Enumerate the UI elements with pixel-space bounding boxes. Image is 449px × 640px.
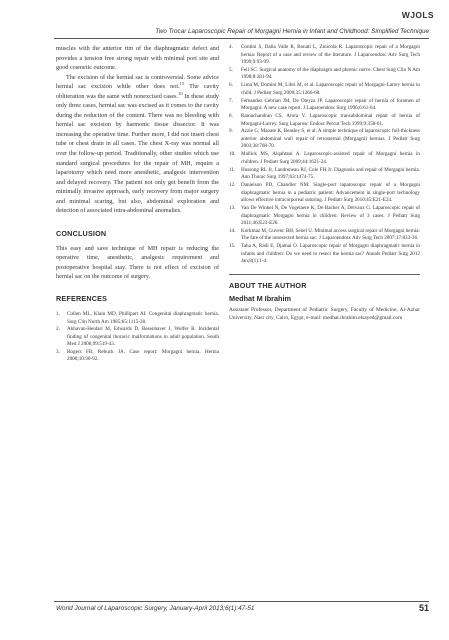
reference-text: Akhavan-Heidari M, Edwards D, Besenhaver J, Wolfer R. Incidental finding of congenital thoracic malformations in adult population. South Med J 2006;99:519-43. <box>67 326 219 348</box>
reference-list <box>56 311 219 364</box>
reference-item <box>229 113 420 128</box>
reference-number: 13. <box>229 205 236 212</box>
reference-number: 9. <box>229 128 233 135</box>
citation: 15 <box>179 81 185 87</box>
reference-number: 8. <box>229 113 233 120</box>
reference-number: 15. <box>229 243 236 250</box>
conclusion-heading: CONCLUSION <box>56 228 107 238</box>
reference-item <box>229 151 420 166</box>
reference-number: 1. <box>56 311 60 318</box>
reference-text: Hussong RL Jr, Landreneau RJ, Cole FH Jr. Diagnosis and repair of Morgagni hernia. Ann Thorac Surg 1997;63:1474-75. <box>241 166 420 181</box>
reference-text: Contini S, Dalla Valle R, Bonati L, Zinicola R. Laparoscopic repair of a Morgagni hernia: Report of a case and review of the literature. J Laparoendosc Adv Surg Tech 1999;9:93-99. <box>241 44 420 65</box>
reference-number: 2. <box>56 326 60 333</box>
reference-text: Danielson PD, Chandler NM. Single-port laparoscopic repair of a Morgagni diaphragmatic hernia in a pediatric patient: Advancement in single-port technology allows effective intracorporeal suturing. J Pediatr Surg 2010;45:E21-E24. <box>241 182 420 204</box>
reference-text: Fernandez Cebrian JM, De Oteyza JP. Laparoscopic repair of hernia of foramen of Morgagni: A new case report. J Laparoendosc Surg 1996;6:61-64. <box>241 97 420 112</box>
reference-item <box>229 205 420 228</box>
about-divider <box>229 274 420 275</box>
reference-item <box>229 82 420 97</box>
reference-item <box>229 182 420 205</box>
reference-number: 4. <box>229 44 233 50</box>
about-author-heading: ABOUT THE AUTHOR <box>229 280 307 290</box>
reference-number: 11. <box>229 166 236 173</box>
reference-text: Cullen ML, Klain MD, Phillipart AI. Congenital diaphragmatic hernia. Surg Clin North Am 1985;65:1115-38. <box>67 311 219 325</box>
body-text-segment: In these study only three cases, hernial sac was excised as it comes to the cavity during the reduction of the content. There was no bleeding with hernial sac excision by harmonic tissue dissector. It was increasing the operative time. Further more, I did not insert chest tube or chest drain in all cases. The chest X-ray was normal all over the follow-up period. Traditionally, other studies which use standard surgical procedures for the repair of MH, require a laparotomy which need more anesthetic, analgesic intervention and delayed recovery. The patient not only get benefit from the minimally invasive approach, early recovery from major surgery and minimal scaring, but also, abdominal exploration and detection of associated intra-abdominal anomalies. <box>56 92 220 215</box>
reference-number: 7. <box>229 97 233 104</box>
reference-text: Mallick MS, Alqahtani A. Laparoscopic-assisted repair of Morgagni hernia in children. J Pediatr Surg 2009;44:1621-24. <box>241 151 420 165</box>
reference-number: 3. <box>56 348 60 355</box>
reference-number: 5. <box>229 66 233 73</box>
reference-item <box>229 243 420 266</box>
reference-number: 10. <box>229 151 236 158</box>
reference-text: Lima M, Domini M, Libri M, et al. Laparoscopic repair of Morgagni-Larrey hernia in child. J Pediatr Surg 2000;35:1266-68. <box>241 82 420 96</box>
running-title: Two Trocar Laparoscopic Repair of Morgagni Hernia in Infant and Childhood: Simplified Technique <box>155 28 429 35</box>
reference-item <box>229 98 420 113</box>
reference-list <box>229 44 420 266</box>
reference-item <box>229 67 420 82</box>
reference-text: Korkmaz M, Guvenc BH, Senel U. Minimal access surgical repair of Morgagni hernia: The fate of the unresected hernia sac. J Laparoendosc Adv Surg Tech 2007;17:833-36. <box>241 227 420 242</box>
reference-number: 6. <box>229 82 233 89</box>
reference-item <box>229 167 420 182</box>
body-text-segment: The excision of the hernial sac is controversial. Some advice hernial sac excision while other does not. <box>56 73 219 91</box>
reference-text: Taha A, Radi E, Djamal O. Laparoscopic repair of Morgagni diaphragmatic hernia in infants and children: Do we need to resect the hernia sac? Annals Pediatr Surg 2012 Jan;8(1):1-4. <box>241 243 420 265</box>
reference-text: Van De Winkel N, De Vogelaere K, De Backer A, Delvaux G. Laparoscopic repair of diaphragmatic Morgagni hernia in children: Review of 3 cases. J Pediatr Surg 2011;46:E23-E26. <box>241 205 420 227</box>
body-text-segment: The cavity obliteration was the same with nonexcised cases. <box>56 83 219 100</box>
reference-text: Azzie G, Maoate K, Beasley S, et al. A simple technique of laparoscopic full-thickness anterior abdominal wall repair of retrosternal (Morgagni) hernias. J Pediatr Surg 2003;38:768-70. <box>241 128 420 150</box>
author-bio: Assistant Professor, Department of Pediatric Surgery, Faculty of Medicine, Al-Azhar University, Nasr city, Cairo, Egypt, e-mail: medhat.ibrahim.elsayed@gmail.com <box>229 306 420 321</box>
left-column <box>56 44 219 364</box>
reference-item <box>56 349 219 364</box>
reference-item <box>56 311 219 326</box>
journal-tag: WJOLS <box>401 10 434 20</box>
body-paragraph <box>56 73 219 216</box>
reference-number: 14. <box>229 227 236 234</box>
author-name: Medhat M Ibrahim <box>229 293 292 303</box>
body-paragraph: muscles with the anterior rim of the diaphragmatic defect and provides a tension free strong repair with minimal port site and good cosmetic outcome. <box>56 45 219 72</box>
conclusion-text: This easy and save technique of MH repair is reducing the operative time, anesthetic, analgesic requirement and postoperative hospital stay. There is not effect of excision of hernial sac on the outcome of surgery. <box>56 244 219 281</box>
reference-number: 12. <box>229 182 236 189</box>
header-rule <box>54 38 429 39</box>
references-heading: REFERENCES <box>56 294 108 304</box>
footer-journal: World Journal of Laparoscopic Surgery, January-April 2013;6(1):47-51 <box>56 605 255 612</box>
reference-text: Ramachandran CS, Arora V. Laparoscopic transabdominal repair of hernia of Morgagni-Larrey. Surg Laparosc Endosc Percut Tech 1999;9:358-61. <box>241 113 420 127</box>
reference-item <box>56 326 219 349</box>
page-number: 51 <box>418 603 429 613</box>
reference-item <box>229 44 420 67</box>
reference-text: Fell SC. Surgical anatomy of the diaphragm and phrenic nerve. Chest Surg Clin N Am 1998;8:281-94. <box>241 66 420 81</box>
footer-rule <box>54 601 429 602</box>
right-column <box>229 44 420 322</box>
reference-item <box>229 128 420 151</box>
reference-item <box>229 228 420 243</box>
citation: 10 <box>178 90 183 96</box>
reference-text: Rogers FB, Rebuck JA. Case report: Morgagni hernia. Hernia 2006;10:90-92. <box>67 348 219 363</box>
